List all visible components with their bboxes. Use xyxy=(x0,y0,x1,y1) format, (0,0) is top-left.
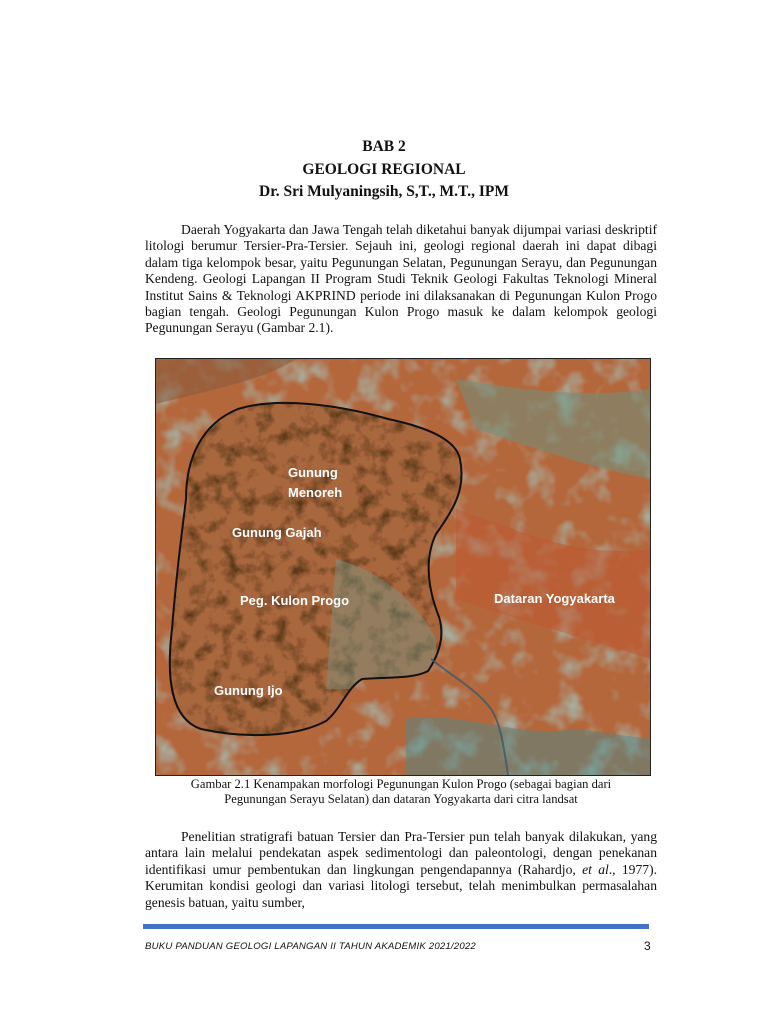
chapter-number: BAB 2 xyxy=(362,138,406,155)
landsat-map-image xyxy=(156,359,650,775)
second-paragraph-text: Penelitian stratigrafi batuan Tersier dan Pra-Tersier pun telah banyak dilakukan, yang antara lain melalui pendekatan aspek sedimentologi dan paleontologi, dengan penekanan identifikasi umur pembentukan dan lingkungan pengendapannya (Rahardjo, xyxy=(145,829,657,877)
second-paragraph-text-end: ., 1977). Kerumitan kondisi geologi dan variasi litologi tersebut, telah menimbulkan permasalahan genesis batuan, yaitu sumber, xyxy=(145,861,657,910)
label-peg-kulon-progo: Peg. Kulon Progo xyxy=(240,593,350,608)
citation-et-al: et al xyxy=(582,861,609,877)
label-dataran-yogyakarta: Dataran Yogyakarta xyxy=(494,591,615,606)
figure-caption xyxy=(145,777,657,807)
chapter-author: Dr. Sri Mulyaningsih, S,T., M.T., IPM xyxy=(259,183,509,200)
second-paragraph xyxy=(145,829,657,911)
label-gunung-menoreh-2: Menoreh xyxy=(288,485,343,500)
label-gunung-gajah: Gunung Gajah xyxy=(232,525,322,540)
intro-paragraph: Daerah Yogyakarta dan Jawa Tengah telah diketahui banyak dijumpai variasi deskriptif litologi berumur Tersier-Pra-Tersier. Sejauh ini, geologi regional daerah ini dapat dibagi dalam tiga kelompok besar, yaitu Pegunungan Selatan, Pegunungan Serayu, dan Pegunungan Kendeng. Geologi Lapangan II Program Studi Teknik Geologi Fakultas Teknologi Mineral Institut Sains & Teknologi AKPRIND periode ini dilaksanakan di Pegunungan Kulon Progo bagian tengah. Geologi Pegunungan Kulon Progo masuk ke dalam kelompok geologi Pegunungan Serayu (Gambar 2.1). xyxy=(145,222,657,336)
label-gunung-ijo: Gunung Ijo xyxy=(214,683,283,698)
page-number: 3 xyxy=(644,939,651,953)
figure-caption-line-2: Pegunungan Serayu Selatan) dan dataran Yogyakarta dari citra landsat xyxy=(224,792,578,806)
figure-caption-line-1: Gambar 2.1 Kenampakan morfologi Pegunungan Kulon Progo (sebagai bagian dari xyxy=(190,777,612,791)
chapter-title: GEOLOGI REGIONAL xyxy=(302,161,466,178)
footer-rule xyxy=(143,924,649,929)
label-gunung-menoreh-1: Gunung xyxy=(288,465,338,480)
footer-text: BUKU PANDUAN GEOLOGI LAPANGAN II TAHUN AKADEMIK 2021/2022 xyxy=(145,941,476,952)
landsat-map-figure xyxy=(155,358,651,776)
